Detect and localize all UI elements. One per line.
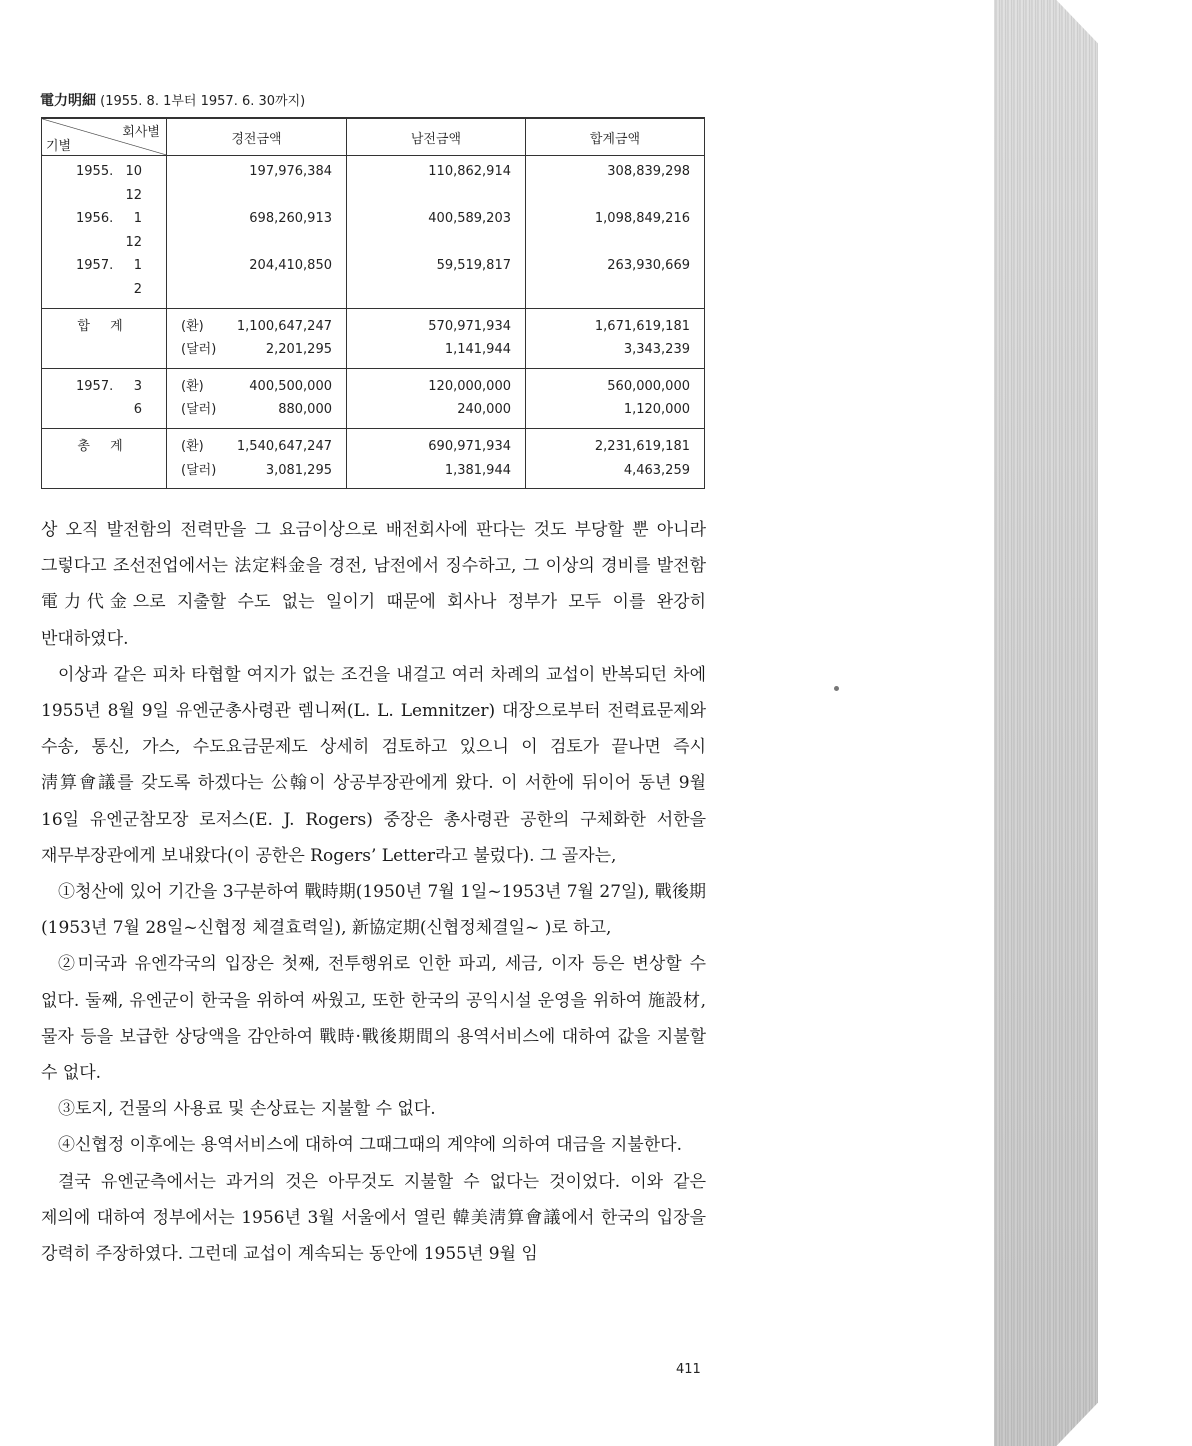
period-month: 12	[125, 187, 142, 203]
caption-period: (1955. 8. 1부터 1957. 6. 30까지)	[100, 94, 306, 109]
amount-value: 698,260,913	[249, 211, 332, 227]
amount-value: 880,000	[278, 402, 332, 418]
amount-value: 1,540,647,247	[236, 438, 332, 454]
period-month: 1	[133, 211, 142, 227]
amount-value: 110,862,914	[428, 164, 511, 179]
amount-value: 2,231,619,181	[594, 438, 690, 454]
table-row	[42, 308, 705, 368]
total-cell	[526, 368, 705, 428]
caption-title: 電力明細	[40, 93, 96, 109]
currency-dollar: (달러)	[181, 342, 217, 358]
corner-header	[42, 118, 167, 156]
currency-hwan: (환)	[181, 318, 204, 334]
total-cell	[526, 308, 705, 368]
period-year: 1955.	[76, 164, 114, 179]
paragraph-item-2: ②미국과 유엔각국의 입장은 첫째, 전투행위로 인한 파괴, 세금, 이자 등은 변상할 수 없다. 둘째, 유엔군이 한국을 위하여 싸웠고, 또한 한국의 공익시설 운영을 위하여 施設材, 물자 등을 보급한 상당액을 감안하여 戰時·戰後期間의 용역서비스에 대하여 값을 지불할 수 없다.	[41, 954, 706, 1084]
gyeongjeon-cell	[167, 428, 347, 488]
amount-value: 690,971,934	[428, 438, 511, 454]
amount-value: 570,971,934	[428, 318, 511, 334]
amount-value: 1,671,619,181	[594, 318, 690, 334]
amount-value: 4,463,259	[623, 462, 690, 478]
subtotal-label-cell	[42, 308, 167, 368]
amount-value: 1,098,849,216	[594, 211, 690, 227]
corner-company-label: 회사별	[122, 125, 160, 140]
period-cell	[42, 368, 167, 428]
period-month: 10	[125, 164, 142, 179]
table-row	[42, 156, 705, 309]
paragraph: 이상과 같은 피차 타협할 여지가 없는 조건을 내걸고 여러 차례의 교섭이 반복되던 차에 1955년 8월 9일 유엔군총사령관 렘니쩌(L. L. Lemnitzer) 대장으로부터 전력료문제와 수송, 통신, 가스, 수도요금문제도 상세히 검토하고 있으니 이 검토가 끝나면 즉시 淸算會議를 갖도록 하겠다는 公翰이 상공부장관에게 왔다. 이 서한에 뒤이어 동년 9월 16일 유엔군참모장 로저스(E. J. Rogers) 중장은 총사령관 공한의 구체화한 서한을 재무부장관에게 보내왔다(이 공한은 Rogers’ Letter라고 불렀다). 그 골자는,	[41, 664, 706, 866]
subtotal-label: 합 계	[77, 318, 131, 334]
period-month: 6	[133, 402, 142, 418]
currency-dollar: (달러)	[181, 402, 217, 418]
period-year: 1956.	[76, 211, 114, 227]
namjeon-cell	[347, 368, 526, 428]
header-namjeon: 남전금액	[347, 118, 526, 156]
amount-value: 560,000,000	[607, 378, 690, 394]
amount-value: 1,141,944	[444, 342, 511, 358]
namjeon-cell	[347, 428, 526, 488]
table-row	[42, 428, 705, 488]
amount-value: 204,410,850	[249, 258, 332, 274]
amount-value: 400,500,000	[249, 378, 332, 394]
paragraph: 상 오직 발전함의 전력만을 그 요금이상으로 배전회사에 판다는 것도 부당할 뿐 아니라 그렇다고 조선전업에서는 法定料金을 경전, 남전에서 징수하고, 그 이상의 경비를 발전함 電力代金으로 지출할 수도 없는 일이기 때문에 회사나 정부가 모두 이를 완강히 반대하였다.	[41, 520, 706, 649]
gyeongjeon-cell	[167, 308, 347, 368]
total-cell	[526, 156, 705, 309]
namjeon-cell	[347, 308, 526, 368]
amount-value: 3,343,239	[623, 342, 690, 358]
page-stack-shade	[994, 0, 1098, 1446]
amount-value: 308,839,298	[607, 164, 690, 179]
amount-value: 3,081,295	[265, 462, 332, 478]
ink-speck	[834, 686, 839, 691]
corner-period-label: 기별	[46, 139, 72, 154]
period-month: 2	[133, 281, 142, 297]
header-gyeongjeon: 경전금액	[167, 118, 347, 156]
header-total: 합계금액	[526, 118, 705, 156]
amount-value: 240,000	[457, 402, 511, 418]
amount-value: 263,930,669	[607, 258, 690, 274]
total-label-cell	[42, 428, 167, 488]
amount-value: 1,381,944	[444, 462, 511, 478]
amount-value: 197,976,384	[249, 164, 332, 179]
paragraph: 결국 유엔군측에서는 과거의 것은 아무것도 지불할 수 없다는 것이었다. 이와 같은 제의에 대하여 정부에서는 1956년 3월 서울에서 열린 韓美淸算會議에서 한국의 입장을 강력히 주장하였다. 그런데 교섭이 계속되는 동안에 1955년 9월 임	[41, 1171, 706, 1265]
amount-value: 1,120,000	[623, 402, 690, 418]
period-month: 1	[133, 258, 142, 274]
amount-value: 2,201,295	[265, 342, 332, 358]
gyeongjeon-cell	[167, 156, 347, 309]
currency-hwan: (환)	[181, 378, 204, 394]
namjeon-cell	[347, 156, 526, 309]
paragraph-item-3: ③토지, 건물의 사용료 및 손상료는 지불할 수 없다.	[58, 1099, 436, 1120]
period-month: 3	[133, 378, 142, 394]
paragraph-item-1: ①청산에 있어 기간을 3구분하여 戰時期(1950년 7월 1일~1953년 7월 27일), 戰後期(1953년 7월 28일~신협정 체결효력일), 新協定期(신협정체결일~ )로 하고,	[41, 882, 706, 939]
amount-value: 59,519,817	[436, 258, 511, 274]
currency-dollar: (달러)	[181, 462, 217, 478]
amount-value: 120,000,000	[428, 378, 511, 394]
page-number: 411	[676, 1362, 701, 1377]
body-text	[41, 512, 706, 1272]
total-cell	[526, 428, 705, 488]
period-year: 1957.	[76, 258, 114, 274]
amount-value: 1,100,647,247	[236, 318, 332, 334]
gyeongjeon-cell	[167, 368, 347, 428]
currency-hwan: (환)	[181, 438, 204, 454]
period-year: 1957.	[76, 378, 114, 394]
paragraph-item-4: ④신협정 이후에는 용역서비스에 대하여 그때그때의 계약에 의하여 대금을 지불한다.	[58, 1135, 682, 1156]
table-row	[42, 368, 705, 428]
total-label: 총 계	[77, 438, 131, 454]
period-cell	[42, 156, 167, 309]
amount-value: 400,589,203	[428, 211, 511, 227]
power-expenses-table	[41, 117, 705, 489]
table-caption	[40, 90, 305, 110]
period-month: 12	[125, 234, 142, 250]
